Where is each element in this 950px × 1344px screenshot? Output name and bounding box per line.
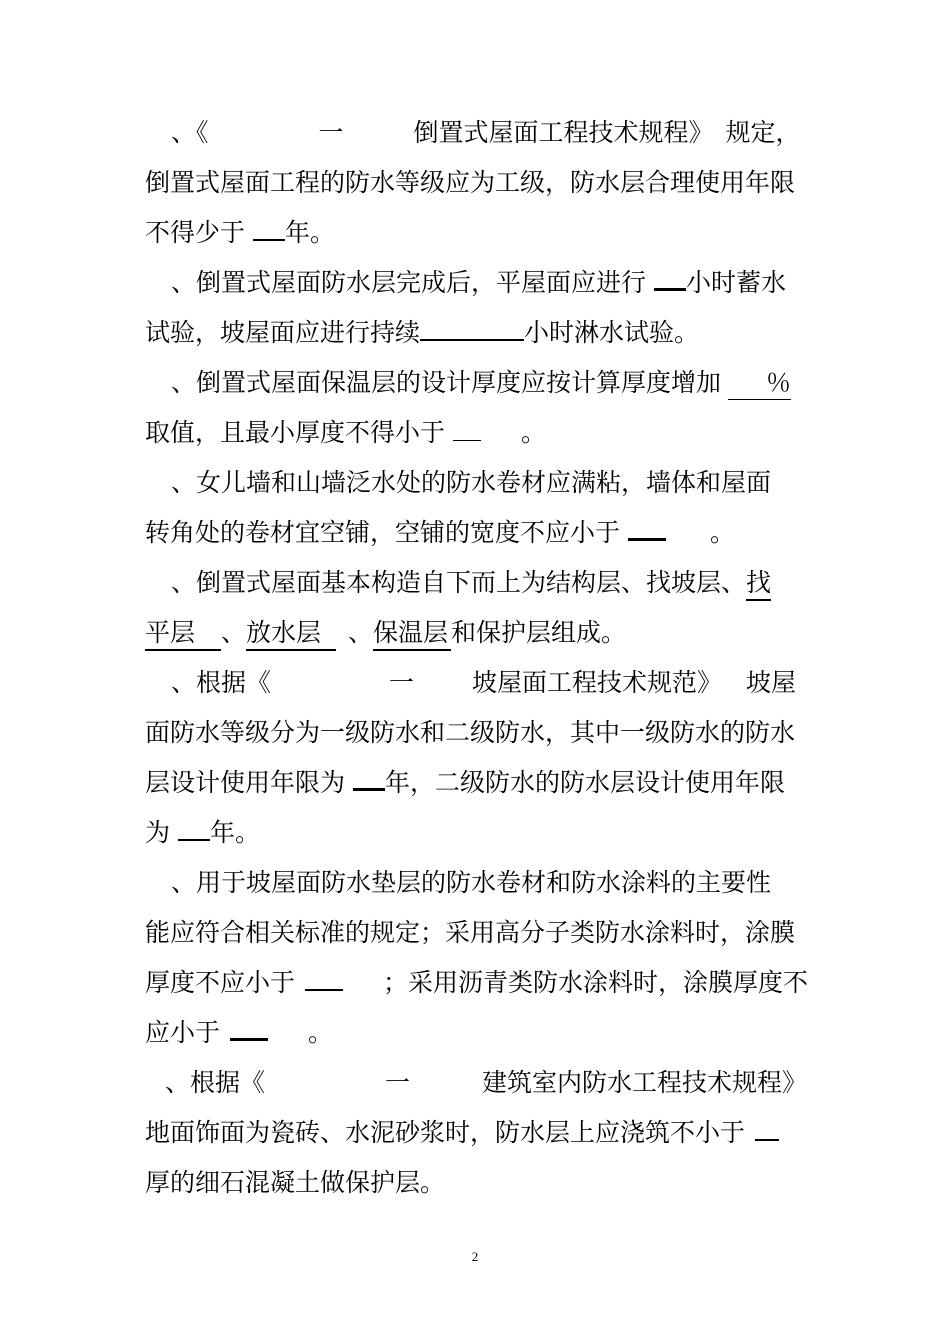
document-body: [145, 108, 810, 1208]
q7-line-4: 应小于 。: [145, 1008, 810, 1058]
q8-line-3: 厚的细石混凝土做保护层。: [145, 1168, 446, 1197]
q5-answer-1-part-1[interactable]: 找: [746, 567, 771, 601]
q8-line-2: 地面饰面为瓷砖、水泥砂浆时，防水层上应浇筑不小于: [145, 1108, 810, 1158]
q1-line-1: [145, 108, 810, 158]
q6-line-1: 、根据《 一 坡屋面工程技术规范》 坡屋: [171, 668, 797, 697]
blank-q8-thickness[interactable]: [755, 1109, 779, 1141]
q1-lead: 、《: [171, 118, 209, 147]
q2-line-1: 、倒置式屋面防水层完成后，平屋面应进行 小时蓄水: [145, 258, 810, 308]
blank-q3-min-thickness[interactable]: [453, 409, 481, 441]
q8-line-1: 、根据《 一 建筑室内防水工程技术规程》: [165, 1068, 808, 1097]
q3-line-1: 、倒置式屋面保温层的设计厚度应按计算厚度增加 ％: [145, 358, 810, 408]
q7-line-1: 、用于坡屋面防水垫层的防水卷材和防水涂料的主要性: [171, 868, 772, 897]
q6-line-2: 面防水等级分为一级防水和二级防水，其中一级防水的防水: [145, 718, 796, 747]
blank-q4-width[interactable]: [628, 509, 666, 541]
page-number: 2: [471, 1249, 479, 1264]
q2-line-2: 试验，坡屋面应进行持续 小时淋水试验。: [145, 308, 810, 358]
blank-q7-polymer-thickness[interactable]: [305, 959, 343, 991]
q4-line-2: 转角处的卷材宜空铺，空铺的宽度不应小于 。: [145, 508, 810, 558]
blank-q1-years[interactable]: [253, 209, 285, 241]
q1-title: 倒置式屋面工程技术规程》: [413, 118, 714, 147]
q7-line-2: 能应符合相关标准的规定；采用高分子类防水涂料时，涂膜: [145, 918, 796, 947]
blank-q3-percent[interactable]: ％: [728, 367, 791, 400]
q5-answer-2[interactable]: 放水层: [246, 617, 336, 651]
q6-line-3: 层设计使用年限为 年，二级防水的防水层设计使用年限: [145, 758, 810, 808]
q1-after: 规定，: [725, 118, 801, 147]
q7-line-3: 厚度不应小于 ；采用沥青类防水涂料时，涂膜厚度不: [145, 958, 810, 1008]
q5-answer-3[interactable]: 保温层: [373, 617, 451, 651]
q6-line-4: 为 年。: [145, 808, 810, 858]
q1-dash: 一: [318, 118, 344, 147]
q1-line-2: 倒置式屋面工程的防水等级应为工级，防水层合理使用年限: [145, 168, 796, 197]
blank-q6-years-level-1[interactable]: [353, 759, 385, 791]
q4-line-1: 、女儿墙和山墙泛水处的防水卷材应满粘，墙体和屋面: [171, 468, 772, 497]
q5-answer-1-part-2[interactable]: 平层: [145, 617, 221, 651]
q1-line-3: 不得少于 年。: [145, 208, 810, 258]
blank-q2-hours-storage[interactable]: [654, 259, 686, 291]
blank-q2-hours-rain[interactable]: [420, 309, 524, 341]
q5-line-2: 平层 、放水层 、保温层 和保护层组成。: [145, 608, 810, 658]
q5-line-1: 、倒置式屋面基本构造自下而上为结构层、找坡层、找: [145, 558, 810, 608]
blank-q6-years-level-2[interactable]: [178, 809, 210, 841]
blank-q7-asphalt-thickness[interactable]: [230, 1009, 268, 1041]
q3-line-2: 取值，且最小厚度不得小于 。: [145, 408, 810, 458]
